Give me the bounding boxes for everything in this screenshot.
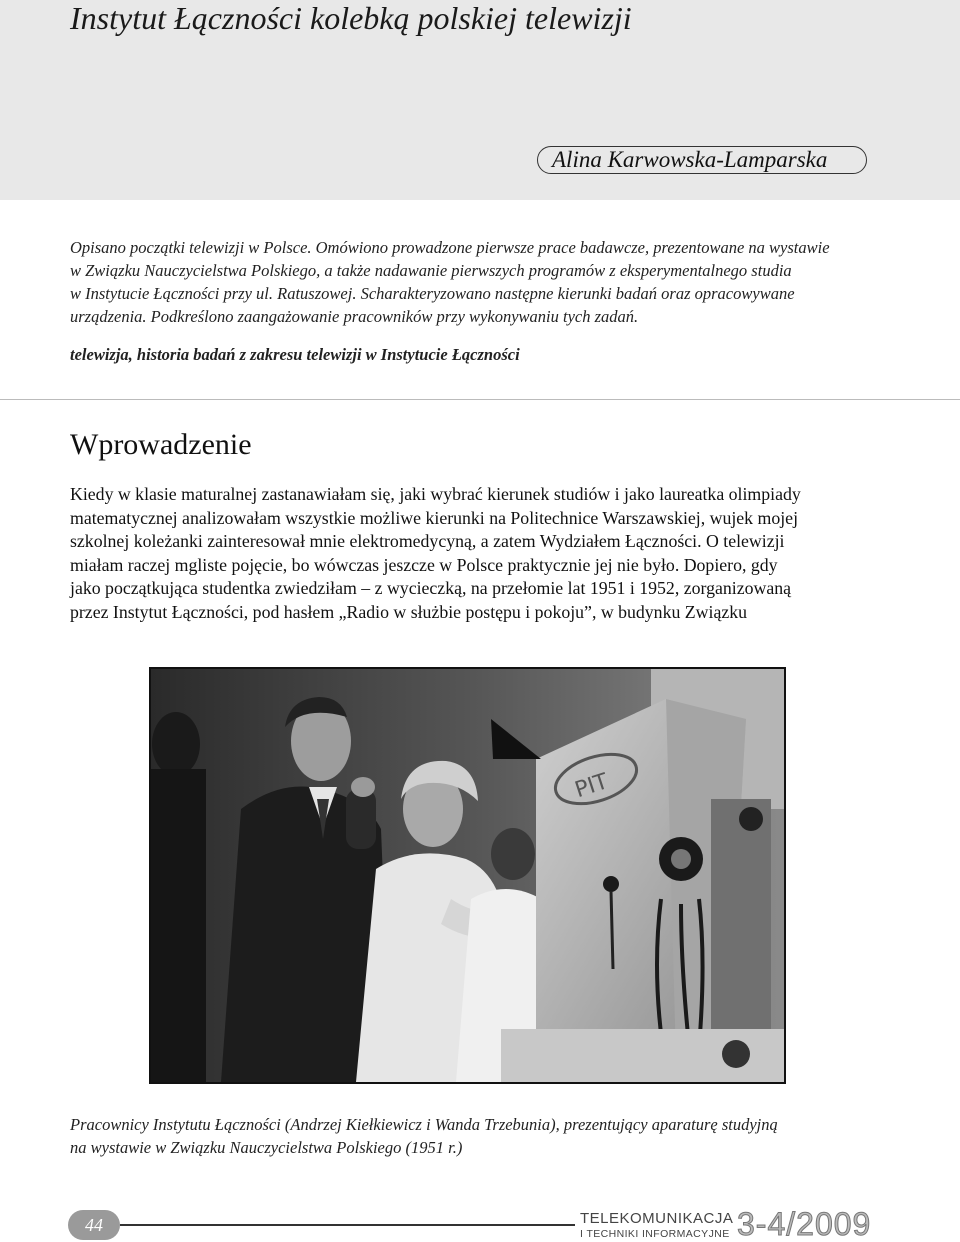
photograph <box>149 667 786 1084</box>
journal-name <box>580 1211 733 1240</box>
abstract <box>70 236 890 328</box>
figure-caption <box>70 1113 890 1159</box>
article-title: Instytut Łączności kolebką polskiej telewizji <box>70 0 632 36</box>
photograph-illustration <box>151 669 784 1082</box>
abstract-line: w Instytucie Łączności przy ul. Ratuszowej. Scharakteryzowano następne kierunki badań oraz opracowywane <box>70 284 795 303</box>
abstract-line: w Związku Nauczycielstwa Polskiego, a także nadawanie pierwszych programów z eksperymentalnego studia <box>70 261 792 280</box>
keywords: telewizja, historia badań z zakresu telewizji w Instytucie Łączności <box>70 345 520 364</box>
journal-name-line1: TELEKOMUNIKACJA <box>580 1210 734 1227</box>
body-text <box>70 483 870 625</box>
caption-line: Pracownicy Instytutu Łączności (Andrzej Kiełkiewicz i Wanda Trzebunia), prezentujący aparaturę studyjną <box>70 1115 778 1134</box>
body-line: matematycznej analizowałam wszystkie możliwe kierunki na Politechnice Warszawskiej, wujek mojej <box>70 507 799 528</box>
body-line: miałam raczej mgliste pojęcie, bo wówczas jeszcze w Polsce praktycznie jej nie było. Dopiero, gdy <box>70 554 778 575</box>
abstract-line: Opisano początki telewizji w Polsce. Omówiono prowadzone pierwsze prace badawcze, prezentowane na wystawie <box>70 238 830 257</box>
body-line: szkolnej koleżanki zainteresował mnie elektromedycyną, a zatem Wydziałem Łączności. O telewizji <box>70 531 785 552</box>
section-divider <box>0 399 960 400</box>
author-name: Alina Karwowska-Lamparska <box>552 147 828 172</box>
caption-line: na wystawie w Związku Nauczycielstwa Polskiego (1951 r.) <box>70 1138 463 1157</box>
body-line: przez Instytut Łączności, pod hasłem „Radio w służbie postępu i pokoju”, w budynku Związku <box>70 601 748 622</box>
issue-number: 3-4/2009 <box>737 1206 872 1242</box>
body-line: Kiedy w klasie maturalnej zastanawiałam się, jaki wybrać kierunek studiów i jako laureatka olimpiady <box>70 484 801 504</box>
body-line: jako początkująca studentka zwiedziłam – z wycieczką, na przełomie lat 1951 i 1952, zorganizowaną <box>70 578 791 599</box>
section-heading: Wprowadzenie <box>70 428 252 461</box>
abstract-line: urządzenia. Podkreślono zaangażowanie pracowników przy wykonywaniu tych zadań. <box>70 307 639 326</box>
footer-rule <box>120 1224 575 1226</box>
device-label: PIT <box>571 769 612 804</box>
page-number-badge: 44 <box>68 1210 120 1240</box>
journal-name-line2: I TECHNIKI INFORMACYJNE <box>580 1228 730 1240</box>
